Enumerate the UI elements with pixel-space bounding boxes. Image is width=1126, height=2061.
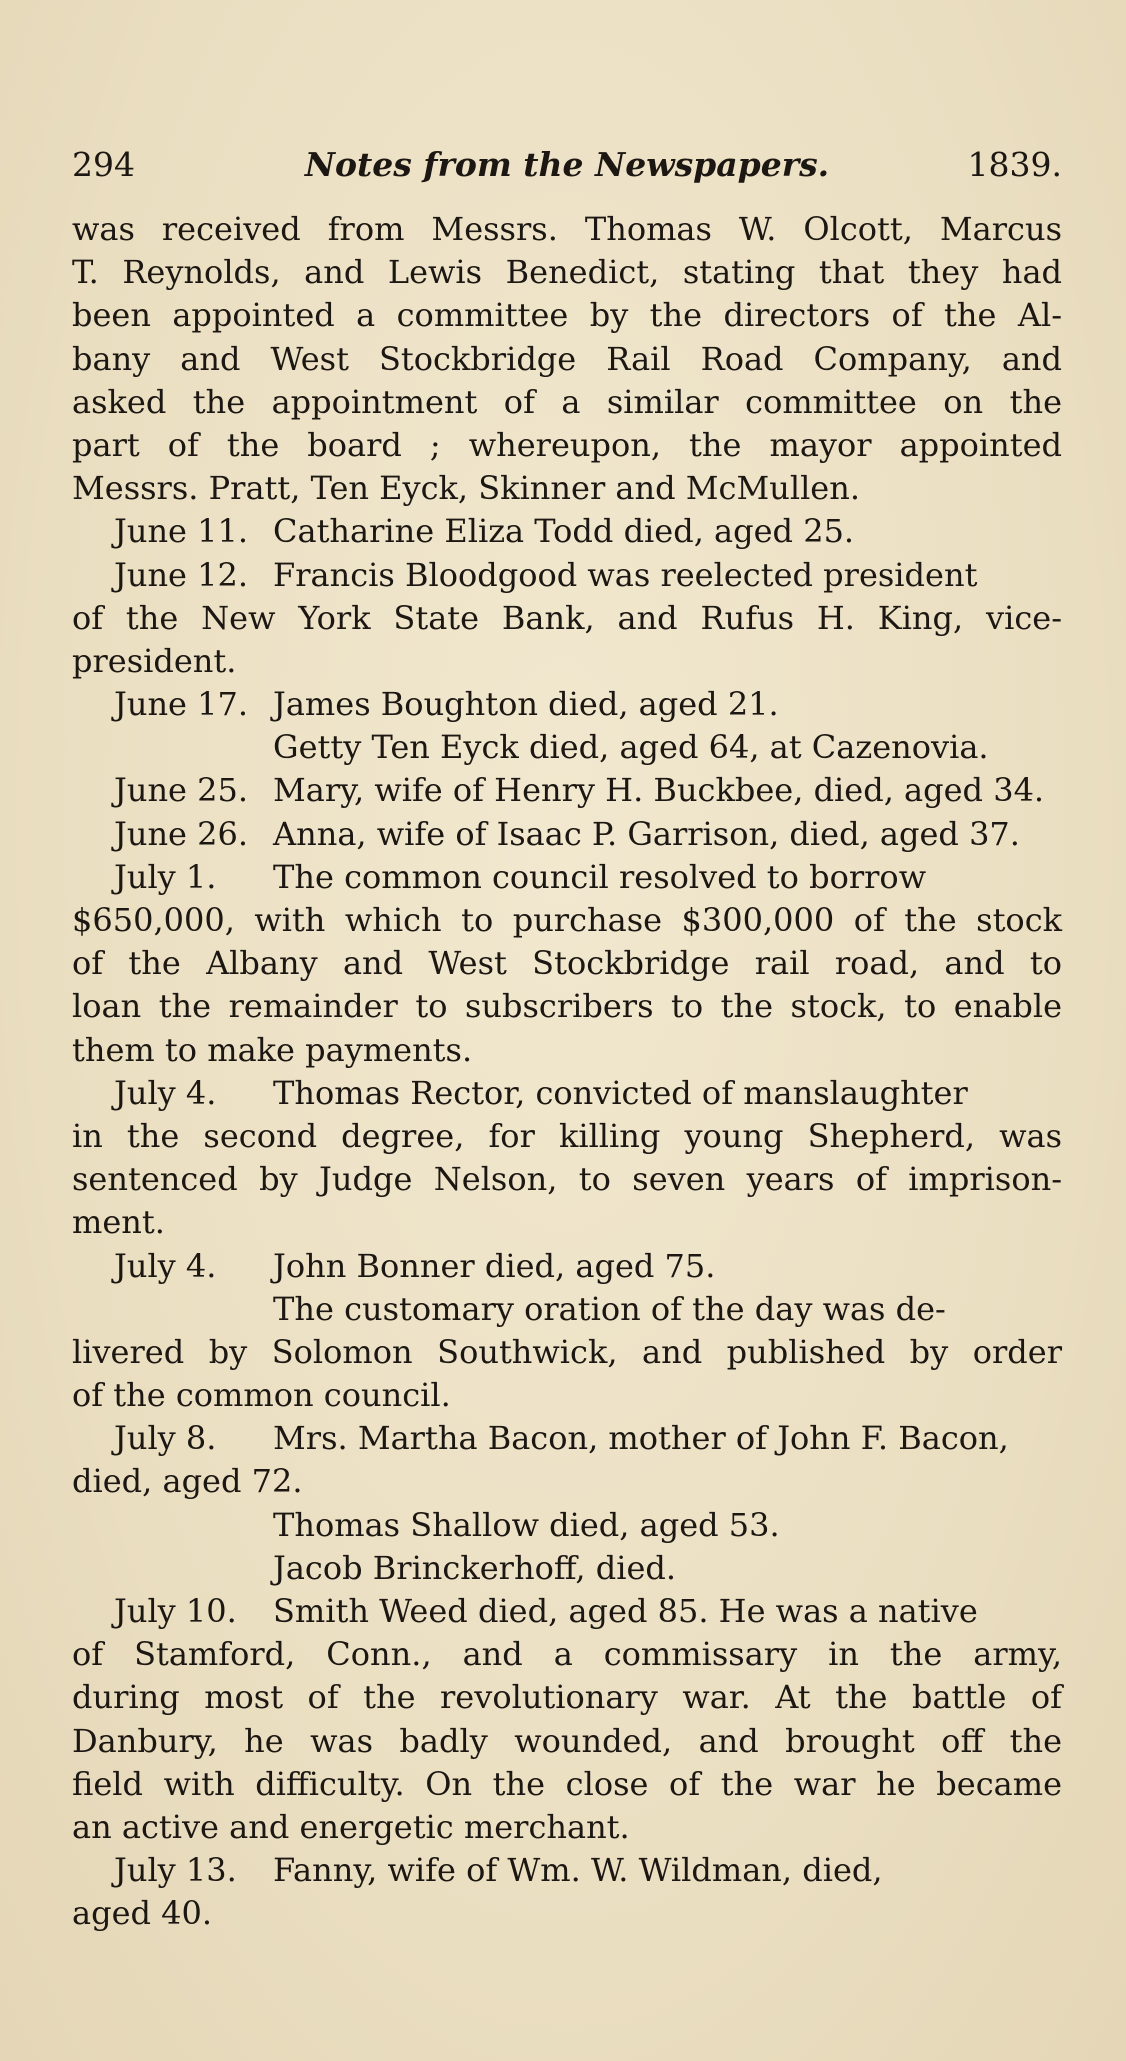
text-line: president.	[72, 641, 237, 680]
entry-date: July 1.	[114, 857, 217, 896]
text-line: died, aged 72.	[72, 1462, 303, 1501]
text-line: asked the appointment of a similar committee on the	[72, 382, 1062, 421]
entry-text: James Boughton died, aged 21.	[273, 685, 779, 724]
entry-line	[72, 813, 1062, 856]
entry-line	[72, 554, 1062, 597]
entry-date: July 10.	[114, 1592, 237, 1630]
entry-date: June 12.	[114, 555, 249, 594]
text-line: during most of the revolutionary war. At the battle of	[72, 1678, 1062, 1717]
entry-date: July 8.	[114, 1419, 217, 1458]
entry-line	[72, 1245, 1062, 1288]
text-line: of the common council.	[72, 1376, 451, 1415]
text-line: aged 40.	[72, 1894, 213, 1933]
text-line: Danbury, he was badly wounded, and brought off the	[72, 1721, 1062, 1760]
entry-continuation: The customary oration of the day was de-	[273, 1289, 946, 1328]
entry-date: June 25.	[114, 771, 249, 810]
entry-line	[72, 1849, 1062, 1892]
entry-text: Smith Weed died, aged 85. He was a native	[273, 1592, 978, 1630]
entry-date: July 4.	[114, 1073, 217, 1112]
entry-line	[72, 1417, 1062, 1460]
entry-line	[72, 683, 1062, 726]
text-line: them to make payments.	[72, 1030, 473, 1069]
text-line: sentenced by Judge Nelson, to seven years of imprison-	[72, 1160, 1062, 1199]
entry-date: June 26.	[114, 814, 249, 853]
text-line: Messrs. Pratt, Ten Eyck, Skinner and McMullen.	[72, 469, 861, 508]
text-line: of the New York State Bank, and Rufus H. King, vice-	[72, 598, 1062, 637]
entry-continuation: Thomas Shallow died, aged 53.	[273, 1505, 780, 1544]
entry-text: Fanny, wife of Wm. W. Wildman, died,	[273, 1851, 883, 1890]
text-line: of Stamford, Conn., and a commissary in the army,	[72, 1635, 1062, 1674]
entry-text: Anna, wife of Isaac P. Garrison, died, aged 37.	[273, 814, 1020, 853]
text-line: $650,000, with which to purchase $300,000 of the stock	[72, 901, 1062, 939]
body-text	[72, 208, 1062, 1936]
text-line: loan the remainder to subscribers to the stock, to enable	[72, 987, 1062, 1026]
entry-line	[72, 1590, 1062, 1633]
entry-text: Thomas Rector, convicted of manslaughter	[273, 1073, 968, 1112]
entry-date: July 4.	[114, 1246, 217, 1285]
entry-text: John Bonner died, aged 75.	[273, 1246, 716, 1285]
header-year: 1839.	[967, 145, 1062, 184]
entry-text: Mary, wife of Henry H. Buckbee, died, aged 34.	[273, 771, 1045, 810]
running-header	[72, 140, 1062, 190]
entry-text: The common council resolved to borrow	[273, 857, 927, 896]
text-line: part of the board ; whereupon, the mayor appointed	[72, 425, 1062, 464]
entry-line	[72, 510, 1062, 553]
entry-text: Mrs. Martha Bacon, mother of John F. Bacon,	[273, 1419, 1009, 1458]
text-line: of the Albany and West Stockbridge rail road, and to	[72, 944, 1062, 983]
entry-continuation: Getty Ten Eyck died, aged 64, at Cazenovia.	[273, 728, 989, 767]
text-line: T. Reynolds, and Lewis Benedict, stating that they had	[72, 253, 1062, 292]
text-line: been appointed a committee by the directors of the Al-	[72, 296, 1062, 335]
entry-date: July 13.	[114, 1851, 237, 1890]
text-line: bany and West Stockbridge Rail Road Company, and	[72, 339, 1062, 378]
entry-line	[72, 856, 1062, 899]
text-line: ment.	[72, 1203, 165, 1242]
text-line: in the second degree, for killing young Shepherd, was	[72, 1116, 1062, 1155]
entry-text: Catharine Eliza Todd died, aged 25.	[273, 512, 855, 551]
entry-line	[72, 769, 1062, 812]
entry-text: Francis Bloodgood was reelected president	[273, 555, 978, 594]
entry-date: June 17.	[114, 685, 249, 724]
entry-date: June 11.	[114, 512, 249, 551]
text-line: was received from Messrs. Thomas W. Olcott, Marcus	[72, 210, 1062, 248]
entry-continuation: Jacob Brinckerhoff, died.	[273, 1548, 677, 1587]
text-line: field with difficulty. On the close of the war he became	[72, 1764, 1062, 1803]
entry-line	[72, 1072, 1062, 1115]
running-title: Notes from the Newspapers.	[304, 145, 830, 184]
text-line: an active and energetic merchant.	[72, 1807, 630, 1846]
text-line: livered by Solomon Southwick, and published by order	[72, 1332, 1062, 1371]
page-number: 294	[72, 145, 135, 184]
